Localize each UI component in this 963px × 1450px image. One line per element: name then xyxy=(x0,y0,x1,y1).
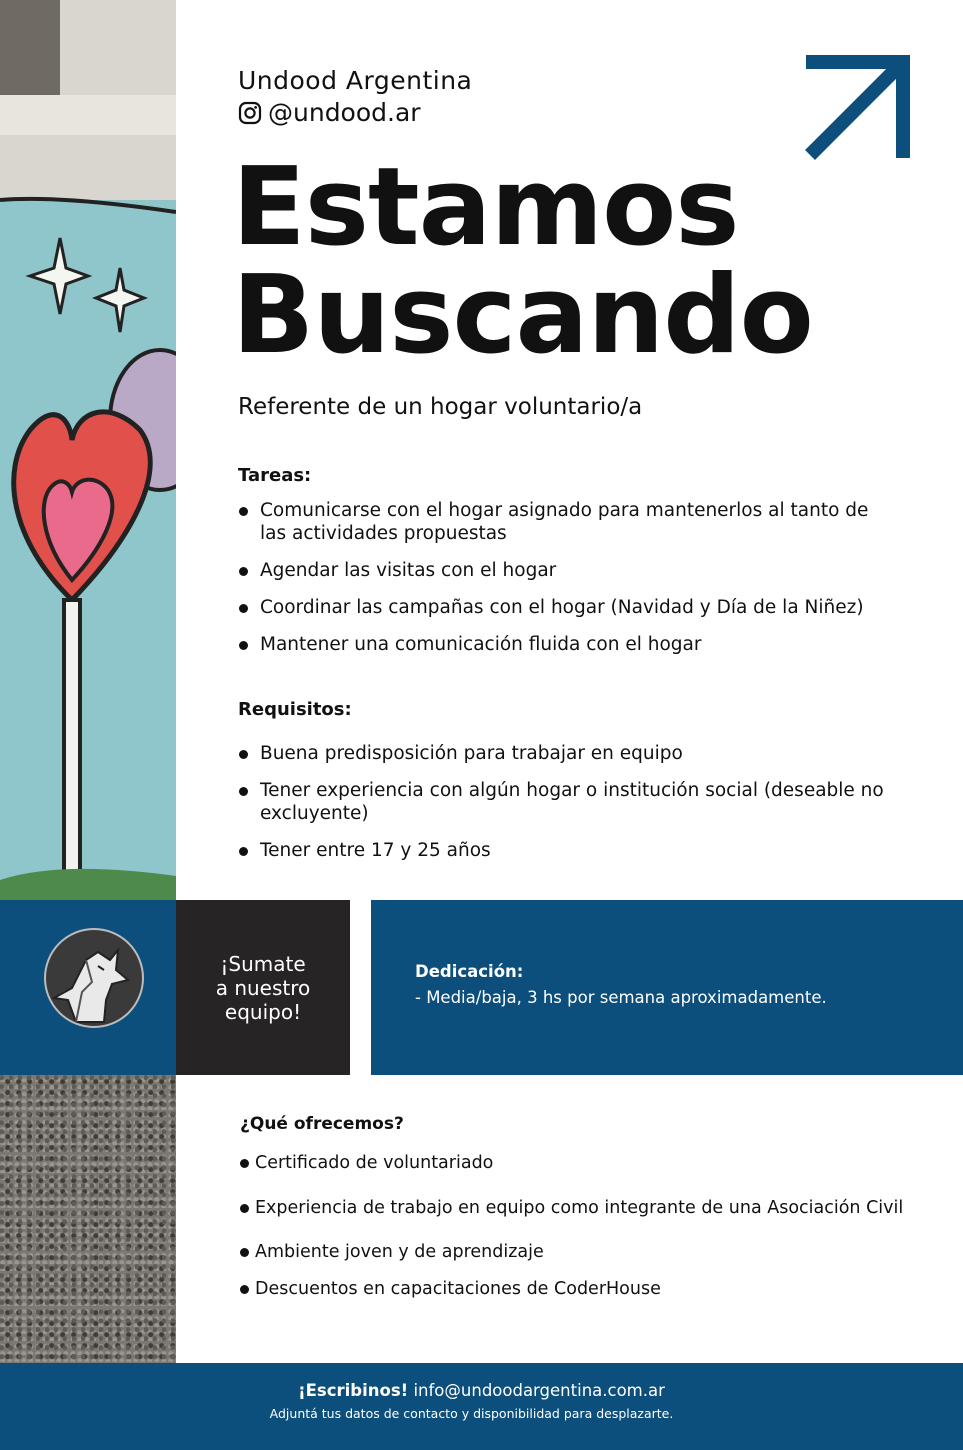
list-item: Mantener una comunicación fluida con el hogar xyxy=(238,633,888,656)
wolf-logo xyxy=(44,928,144,1028)
footer-email-link[interactable]: info@undoodargentina.com.ar xyxy=(413,1381,665,1400)
list-item: Tener experiencia con algún hogar o institución social (deseable no excluyente) xyxy=(238,779,888,825)
dedication-box xyxy=(371,900,963,1075)
dedication-title: Dedicación: xyxy=(415,962,524,981)
list-item: Buena predisposición para trabajar en equipo xyxy=(238,742,888,765)
list-item: Tener entre 17 y 25 años xyxy=(238,839,888,862)
list-item: Coordinar las campañas con el hogar (Navidad y Día de la Niñez) xyxy=(238,596,888,619)
footer-note: Adjuntá tus datos de contacto y disponibilidad para desplazarte. xyxy=(269,1406,674,1421)
tasks-list xyxy=(238,499,888,670)
list-item: Experiencia de trabajo en equipo como integrante de una Asociación Civil xyxy=(240,1197,960,1219)
join-line3: equipo! xyxy=(224,999,302,1024)
tasks-title: Tareas: xyxy=(238,465,312,486)
join-line1: ¡Sumate xyxy=(220,951,306,976)
dedication-text: - Media/baja, 3 hs por semana aproximadamente. xyxy=(415,988,827,1007)
list-item: Certificado de voluntariado xyxy=(240,1152,960,1174)
mural-illustration xyxy=(0,0,176,900)
join-line2: a nuestro xyxy=(215,975,311,1000)
list-item: Descuentos en capacitaciones de CoderHouse xyxy=(240,1278,960,1300)
offer-list xyxy=(240,1152,960,1300)
pavement-photo xyxy=(0,1075,176,1363)
list-item: Ambiente joven y de aprendizaje xyxy=(240,1241,960,1263)
instagram-icon xyxy=(238,101,262,125)
handle-text: @undood.ar xyxy=(268,98,421,127)
headline xyxy=(232,145,813,378)
list-item: Agendar las visitas con el hogar xyxy=(238,559,888,582)
footer-contact xyxy=(0,1381,963,1400)
mural-photo xyxy=(0,0,176,900)
requirements-title: Requisitos: xyxy=(238,699,352,720)
org-name: Undood Argentina xyxy=(238,66,473,95)
join-team-box xyxy=(176,900,350,1075)
list-item: Comunicarse con el hogar asignado para mantenerlos al tanto de las actividades propuestas xyxy=(238,499,888,545)
footer-cta: ¡Escribinos! xyxy=(298,1381,409,1400)
wolf-icon xyxy=(46,930,142,1026)
offer-title: ¿Qué ofrecemos? xyxy=(240,1114,404,1134)
headline-line2: Buscando xyxy=(232,253,813,378)
headline-line1: Estamos xyxy=(232,145,739,270)
instagram-handle[interactable] xyxy=(238,98,421,127)
join-team-text xyxy=(203,952,323,1024)
requirements-list xyxy=(238,742,888,876)
arrow-up-right-icon xyxy=(800,52,912,164)
footer xyxy=(0,1363,963,1450)
position-subtitle: Referente de un hogar voluntario/a xyxy=(238,394,643,420)
